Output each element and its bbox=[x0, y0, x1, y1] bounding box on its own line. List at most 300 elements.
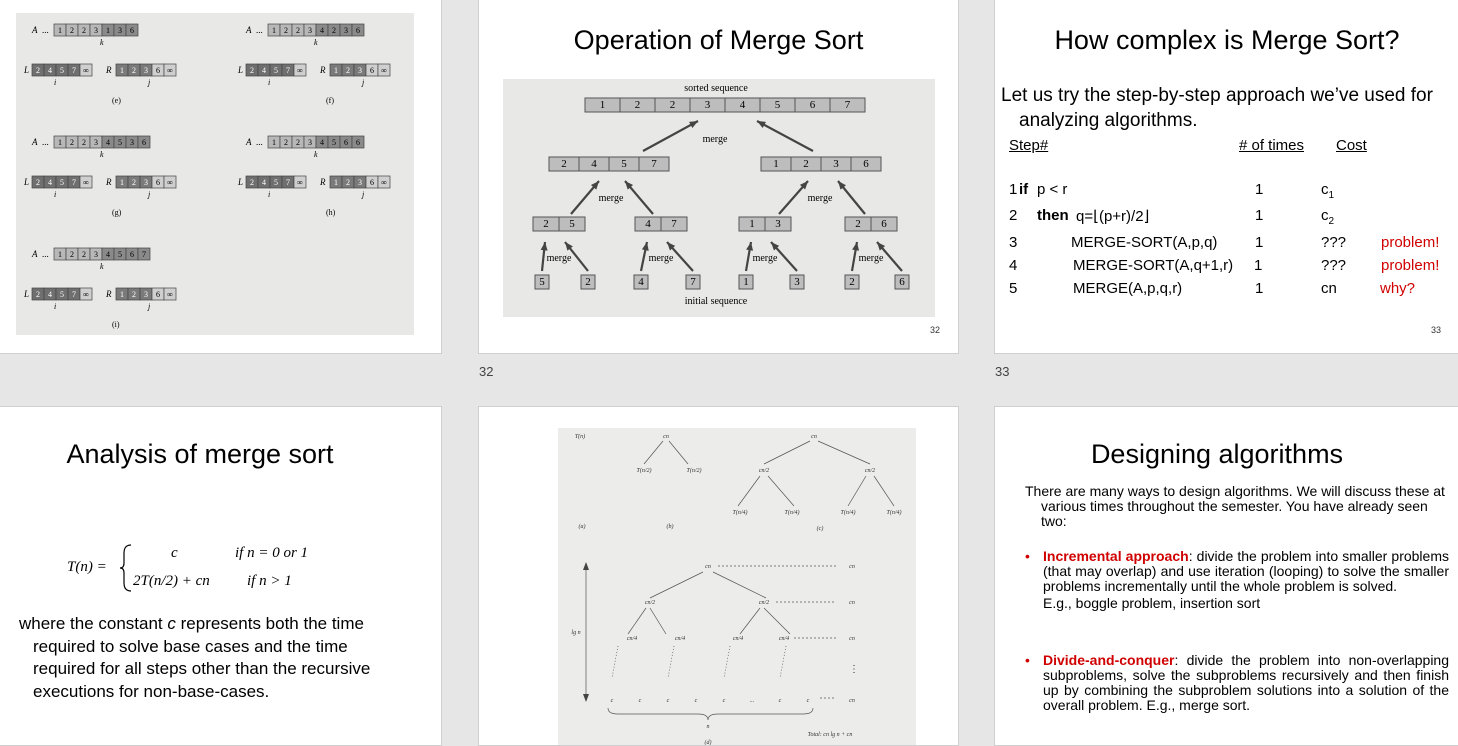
code-text: p < r bbox=[1037, 181, 1068, 198]
merge-step-frame bbox=[23, 248, 176, 329]
right-value: ∞ bbox=[167, 290, 173, 299]
i-label: i bbox=[54, 302, 57, 311]
slide-title: How complex is Merge Sort? bbox=[1054, 25, 1400, 55]
array-value: 1 bbox=[58, 26, 62, 35]
code-keyword: then bbox=[1037, 207, 1069, 224]
ellipsis: ... bbox=[42, 249, 49, 259]
label-initial-sequence: initial sequence bbox=[684, 296, 748, 307]
step-number: 4 bbox=[1009, 257, 1018, 274]
leaf-label: c bbox=[610, 698, 614, 704]
array-label: L bbox=[24, 177, 30, 187]
sub-figure-label: (h) bbox=[326, 208, 336, 217]
left-value: 2 bbox=[36, 178, 40, 187]
cell-value: 2 bbox=[803, 158, 809, 170]
times-value: 1 bbox=[1255, 181, 1264, 198]
arrow-head bbox=[583, 694, 589, 702]
left-value: 5 bbox=[60, 66, 64, 75]
lg-n-label: lg n bbox=[571, 630, 581, 636]
ellipsis: ... bbox=[256, 25, 263, 35]
tree-edge bbox=[650, 572, 703, 598]
complexity-rows bbox=[1009, 159, 1458, 297]
tree-edge bbox=[713, 572, 766, 598]
array-value: 1 bbox=[272, 138, 276, 147]
tree-edge bbox=[644, 441, 663, 464]
i-label: i bbox=[54, 78, 57, 87]
code-text: q=⌊(p+r)/2⌋ bbox=[1076, 208, 1150, 225]
cell-value: 2 bbox=[849, 276, 855, 288]
slide-title: Analysis of merge sort bbox=[66, 439, 334, 469]
cost-value: $c_2$ bbox=[1321, 207, 1335, 227]
right-value: 1 bbox=[120, 66, 124, 75]
bullet-icon: • bbox=[1025, 652, 1030, 668]
cost-note: problem! bbox=[1381, 234, 1440, 251]
left-value: 5 bbox=[60, 178, 64, 187]
slide-thumbnail-34[interactable] bbox=[0, 406, 442, 746]
merge-step-frame bbox=[23, 136, 176, 217]
left-value: 4 bbox=[48, 178, 52, 187]
cell-value: 5 bbox=[621, 158, 627, 170]
label-merge: merge bbox=[598, 193, 624, 204]
left-value: 2 bbox=[250, 178, 254, 187]
tree-label: cn bbox=[849, 636, 855, 642]
step-number: 2 bbox=[1009, 207, 1018, 224]
cell-value: 5 bbox=[569, 218, 575, 230]
label-merge: merge bbox=[752, 253, 778, 264]
leaf-label: c bbox=[694, 698, 698, 704]
array-label: A bbox=[246, 25, 252, 35]
sub-figure-label: (a) bbox=[578, 524, 586, 530]
cell-value: 4 bbox=[645, 218, 651, 230]
array-value: 2 bbox=[82, 26, 86, 35]
merge-steps-figure bbox=[16, 13, 414, 335]
left-value: ∞ bbox=[297, 66, 303, 75]
k-label: k bbox=[100, 38, 104, 47]
slide-thumbnail-35[interactable] bbox=[478, 406, 959, 746]
right-value: 2 bbox=[132, 66, 136, 75]
cell-value: 2 bbox=[585, 276, 591, 288]
array-value: 2 bbox=[70, 26, 74, 35]
initial-cell bbox=[790, 275, 804, 289]
cell-value: 5 bbox=[539, 276, 545, 288]
array-label: L bbox=[24, 65, 30, 75]
right-value: 6 bbox=[156, 66, 160, 75]
row-level2-left bbox=[549, 157, 669, 171]
cell-value: 1 bbox=[743, 276, 749, 288]
leaf-label: c bbox=[638, 698, 642, 704]
right-value: 3 bbox=[358, 178, 362, 187]
code-text: MERGE-SORT(A,p,q) bbox=[1071, 234, 1218, 251]
left-value: 4 bbox=[262, 66, 266, 75]
tree-label: cn bbox=[849, 698, 855, 704]
bullet-divide-and-conquer: • Divide-and-conquer: divide the problem into non-overlapping subproblems, solve the subproblems recursively and then finish up by combining the subproblem solutions into a solution of the overall problem. E.g., merge sort. bbox=[1025, 652, 1449, 713]
array-label: L bbox=[238, 177, 244, 187]
tree-edge bbox=[738, 476, 760, 506]
tree-label: cn bbox=[849, 600, 855, 606]
array-value: 6 bbox=[344, 138, 348, 147]
sub-figure-label: (f) bbox=[326, 96, 334, 105]
tree-label: cn bbox=[811, 434, 817, 440]
row-level3 bbox=[635, 217, 687, 231]
eq-lhs: T(n) = bbox=[67, 559, 107, 575]
merge-sort-diagram bbox=[503, 79, 935, 317]
right-value: 2 bbox=[346, 66, 350, 75]
tree-edge bbox=[628, 608, 646, 634]
cell-value: 3 bbox=[775, 218, 781, 230]
left-value: ∞ bbox=[83, 290, 89, 299]
initial-cell bbox=[686, 275, 700, 289]
array-value: 5 bbox=[118, 250, 122, 259]
tree-edge bbox=[818, 441, 870, 464]
tree-label: cn/2 bbox=[758, 468, 770, 474]
complexity-table bbox=[1009, 137, 1458, 297]
array-value: 3 bbox=[130, 138, 134, 147]
cell-value: 6 bbox=[809, 99, 816, 111]
merge-arrow bbox=[757, 121, 813, 151]
row-level2-right bbox=[761, 157, 881, 171]
tree-label: T(n/4) bbox=[840, 510, 856, 516]
sub-figure-label: (e) bbox=[112, 96, 121, 105]
tree-edge bbox=[724, 646, 730, 678]
merge-step-frame bbox=[23, 24, 176, 105]
k-label: k bbox=[314, 150, 318, 159]
times-value: 1 bbox=[1254, 257, 1263, 274]
array-value: 2 bbox=[82, 250, 86, 259]
array-label: R bbox=[320, 177, 326, 187]
cost-value: ??? bbox=[1321, 257, 1347, 274]
tree-label: cn bbox=[849, 564, 855, 570]
bullet-icon: • bbox=[1025, 548, 1030, 564]
cell-value: 7 bbox=[671, 218, 677, 230]
leaf-brace bbox=[608, 708, 813, 720]
table-row bbox=[1009, 181, 1458, 203]
i-label: i bbox=[54, 190, 57, 199]
cell-value: 2 bbox=[561, 158, 567, 170]
label-merge: merge bbox=[546, 253, 572, 264]
array-value: 1 bbox=[58, 250, 62, 259]
right-value: 6 bbox=[370, 66, 374, 75]
initial-cell bbox=[895, 275, 909, 289]
initial-cell bbox=[535, 275, 549, 289]
array-value: 2 bbox=[284, 26, 288, 35]
left-value: 4 bbox=[262, 178, 266, 187]
array-value: 1 bbox=[272, 26, 276, 35]
array-value: 5 bbox=[332, 138, 336, 147]
j-label: j bbox=[148, 78, 151, 87]
tree-label: cn/4 bbox=[732, 636, 744, 642]
intro-text: Let us try the step-by-step approach we’ve used for analyzing algorithms. bbox=[1001, 85, 1433, 131]
merge-step-frame bbox=[237, 136, 390, 217]
tree-edge bbox=[650, 608, 666, 634]
right-value: ∞ bbox=[167, 66, 173, 75]
j-label: j bbox=[362, 78, 365, 87]
array-value: 3 bbox=[94, 26, 98, 35]
tree-label: cn/4 bbox=[674, 636, 686, 642]
k-label: k bbox=[100, 150, 104, 159]
label-merge: merge bbox=[807, 193, 833, 204]
tree-edge bbox=[780, 646, 786, 678]
table-row bbox=[1009, 280, 1458, 302]
k-label: k bbox=[100, 262, 104, 271]
row-level3 bbox=[845, 217, 897, 231]
times-value: 1 bbox=[1255, 280, 1264, 297]
array-label: A bbox=[32, 249, 38, 259]
initial-cell bbox=[581, 275, 595, 289]
right-value: ∞ bbox=[167, 178, 173, 187]
merge-sort-figure bbox=[503, 79, 935, 317]
times-value: 1 bbox=[1255, 207, 1264, 224]
step-number: 1 bbox=[1009, 181, 1018, 198]
eq-case1: c bbox=[171, 545, 178, 561]
tree-label: T(n/4) bbox=[784, 510, 800, 516]
right-value: 6 bbox=[156, 178, 160, 187]
cost-note: why? bbox=[1380, 280, 1416, 297]
analysis-description: where the constant c represents both the time required to solve base cases and the time required for all steps other than the recursive executions for non-base-cases. bbox=[19, 614, 371, 701]
ellipsis: ... bbox=[42, 25, 49, 35]
tree-edge bbox=[764, 441, 810, 464]
eq-cond2: if n > 1 bbox=[247, 573, 292, 589]
merge-step-frame bbox=[237, 24, 390, 105]
total-label: Total: cn lg n + cn bbox=[807, 732, 853, 738]
left-value: 5 bbox=[60, 290, 64, 299]
row-level3 bbox=[533, 217, 585, 231]
right-value: 1 bbox=[334, 178, 338, 187]
recursion-tree-figure bbox=[558, 428, 916, 746]
array-value: 2 bbox=[332, 26, 336, 35]
array-value: 6 bbox=[130, 26, 134, 35]
sub-figure-label: (i) bbox=[112, 320, 120, 329]
leaf-label: c bbox=[666, 698, 670, 704]
array-value: 3 bbox=[94, 250, 98, 259]
ellipsis: ... bbox=[42, 137, 49, 147]
array-label: A bbox=[32, 137, 38, 147]
left-value: 2 bbox=[36, 290, 40, 299]
right-value: 3 bbox=[144, 66, 148, 75]
tree-label: T(n/2) bbox=[636, 468, 652, 474]
array-value: 1 bbox=[106, 26, 110, 35]
array-value: 4 bbox=[106, 138, 110, 147]
label-merge: merge bbox=[858, 253, 884, 264]
slide-thumbnail-32[interactable] bbox=[478, 0, 959, 354]
right-value: 1 bbox=[334, 66, 338, 75]
initial-cell bbox=[739, 275, 753, 289]
tree-label: cn/4 bbox=[626, 636, 638, 642]
left-value: ∞ bbox=[83, 178, 89, 187]
j-label: j bbox=[362, 190, 365, 199]
ellipsis: ... bbox=[256, 137, 263, 147]
right-value: 3 bbox=[144, 290, 148, 299]
array-value: 5 bbox=[118, 138, 122, 147]
cell-value: 7 bbox=[844, 99, 851, 111]
recursion-tree-diagram bbox=[558, 428, 916, 746]
arrow-head bbox=[852, 242, 859, 251]
array-label: A bbox=[32, 25, 38, 35]
eq-case2: 2T(n/2) + cn bbox=[133, 573, 210, 589]
cell-value: 1 bbox=[749, 218, 755, 230]
k-label: k bbox=[314, 38, 318, 47]
cost-value: cn bbox=[1321, 280, 1337, 297]
brace-icon bbox=[119, 543, 133, 593]
label-merge: merge bbox=[702, 134, 728, 145]
cell-value: 2 bbox=[669, 99, 676, 111]
sub-figure-label: (b) bbox=[666, 524, 674, 530]
cell-value: 4 bbox=[591, 158, 597, 170]
array-value: 3 bbox=[118, 26, 122, 35]
array-label: L bbox=[24, 289, 30, 299]
right-value: 3 bbox=[358, 66, 362, 75]
array-value: 7 bbox=[142, 250, 146, 259]
array-value: 6 bbox=[356, 26, 360, 35]
array-label: R bbox=[106, 177, 112, 187]
times-value: 1 bbox=[1255, 234, 1264, 251]
right-value: ∞ bbox=[381, 66, 387, 75]
array-value: 3 bbox=[308, 138, 312, 147]
cell-value: 2 bbox=[855, 218, 861, 230]
tree-edge bbox=[669, 441, 688, 464]
i-label: i bbox=[268, 190, 271, 199]
tree-label: cn/2 bbox=[644, 600, 656, 606]
intro-text: There are many ways to design algorithms. We will discuss these at various times throughout the semester. You have already seen two: bbox=[1025, 483, 1445, 529]
right-value: 1 bbox=[120, 178, 124, 187]
cell-value: 4 bbox=[638, 276, 644, 288]
table-row bbox=[1009, 257, 1458, 279]
cell-value: 3 bbox=[833, 158, 839, 170]
cost-value: $c_1$ bbox=[1321, 181, 1335, 201]
array-label: L bbox=[238, 65, 244, 75]
array-value: 4 bbox=[320, 26, 324, 35]
array-value: 2 bbox=[82, 138, 86, 147]
right-value: 2 bbox=[132, 290, 136, 299]
array-value: 6 bbox=[142, 138, 146, 147]
slide-thumbnail-33[interactable] bbox=[994, 0, 1458, 354]
array-value: 6 bbox=[130, 250, 134, 259]
left-value: 7 bbox=[72, 66, 76, 75]
slide-title: Designing algorithms bbox=[1090, 439, 1344, 469]
tree-label: cn/4 bbox=[778, 636, 790, 642]
array-value: 2 bbox=[70, 138, 74, 147]
array-label: A bbox=[246, 137, 252, 147]
right-value: 3 bbox=[144, 178, 148, 187]
left-value: ∞ bbox=[83, 66, 89, 75]
slide-thumbnail-36[interactable] bbox=[994, 406, 1458, 746]
tree-label: cn bbox=[705, 564, 711, 570]
cell-value: 2 bbox=[634, 99, 641, 111]
array-value: 1 bbox=[58, 138, 62, 147]
array-label: R bbox=[106, 289, 112, 299]
arrow-head bbox=[583, 562, 589, 570]
code-text: MERGE-SORT(A,q+1,r) bbox=[1073, 257, 1234, 274]
cell-value: 7 bbox=[690, 276, 696, 288]
i-label: i bbox=[268, 78, 271, 87]
array-value: 2 bbox=[296, 138, 300, 147]
table-row bbox=[1009, 234, 1458, 256]
step-number: 5 bbox=[1009, 280, 1018, 297]
cell-value: 1 bbox=[599, 99, 606, 111]
vertical-dots: ⋮ bbox=[849, 664, 859, 675]
left-value: 5 bbox=[274, 178, 278, 187]
initial-cell bbox=[634, 275, 648, 289]
array-label: R bbox=[320, 65, 326, 75]
array-value: 2 bbox=[296, 26, 300, 35]
tree-edge bbox=[668, 646, 674, 678]
n-label: n bbox=[706, 724, 710, 730]
right-value: 2 bbox=[132, 178, 136, 187]
cell-value: 6 bbox=[881, 218, 887, 230]
tree-edge bbox=[764, 608, 790, 634]
right-value: 1 bbox=[120, 290, 124, 299]
slide-title: Operation of Merge Sort bbox=[573, 25, 864, 55]
slide-number-32: 32 bbox=[479, 364, 494, 379]
code-text: MERGE(A,p,q,r) bbox=[1073, 280, 1183, 297]
array-value: 2 bbox=[70, 250, 74, 259]
tree-edge bbox=[848, 476, 866, 506]
initial-cell bbox=[845, 275, 859, 289]
eq-cond1: if n = 0 or 1 bbox=[235, 545, 309, 561]
left-value: 4 bbox=[48, 290, 52, 299]
page-number: 32 bbox=[929, 325, 940, 335]
table-row bbox=[1009, 207, 1458, 229]
header-cost: Cost bbox=[1336, 137, 1367, 154]
tree-label: cn/2 bbox=[758, 600, 770, 606]
array-value: 6 bbox=[356, 138, 360, 147]
left-value: 7 bbox=[286, 66, 290, 75]
tree-label: T(n/2) bbox=[686, 468, 702, 474]
cell-value: 3 bbox=[794, 276, 800, 288]
code-keyword: if bbox=[1019, 181, 1029, 198]
sub-figure-label: (d) bbox=[704, 740, 712, 746]
label-merge: merge bbox=[648, 253, 674, 264]
right-value: 6 bbox=[370, 178, 374, 187]
right-value: 2 bbox=[346, 178, 350, 187]
merge-steps-svg bbox=[16, 13, 414, 335]
bullet-incremental: • Incremental approach: divide the problem into smaller problems (that may overlap) and use iteration (looping) to solve the smaller problems incrementally until the whole problem is solved. E.g., boggle problem, insertion sort bbox=[1025, 548, 1449, 611]
page-number: 33 bbox=[1430, 325, 1441, 335]
sub-figure-label: (g) bbox=[112, 208, 122, 217]
array-value: 2 bbox=[284, 138, 288, 147]
array-value: 3 bbox=[308, 26, 312, 35]
array-label: R bbox=[106, 65, 112, 75]
j-label: j bbox=[148, 190, 151, 199]
tree-label: cn bbox=[663, 434, 669, 440]
j-label: j bbox=[148, 302, 151, 311]
row-level3 bbox=[739, 217, 791, 231]
left-value: 7 bbox=[72, 290, 76, 299]
tree-edge bbox=[768, 476, 794, 506]
cost-value: ??? bbox=[1321, 234, 1347, 251]
slide-thumbnail-31[interactable] bbox=[0, 0, 442, 354]
tree-edge bbox=[874, 476, 894, 506]
left-value: 5 bbox=[274, 66, 278, 75]
arrow-head bbox=[746, 242, 753, 251]
tree-label: T(n/4) bbox=[732, 510, 748, 516]
array-value: 4 bbox=[320, 138, 324, 147]
cell-value: 5 bbox=[774, 99, 781, 111]
sub-figure-label: (c) bbox=[816, 526, 824, 532]
array-value: 3 bbox=[94, 138, 98, 147]
leaf-label: c bbox=[806, 698, 810, 704]
merge-arrow bbox=[643, 121, 698, 151]
cell-value: 1 bbox=[773, 158, 779, 170]
left-value: 4 bbox=[48, 66, 52, 75]
header-times: # of times bbox=[1239, 137, 1305, 154]
cell-value: 7 bbox=[651, 158, 657, 170]
array-value: 4 bbox=[106, 250, 110, 259]
cell-value: 4 bbox=[739, 99, 746, 111]
left-value: 7 bbox=[72, 178, 76, 187]
array-value: 3 bbox=[344, 26, 348, 35]
left-value: ∞ bbox=[297, 178, 303, 187]
cell-value: 6 bbox=[899, 276, 905, 288]
left-value: 7 bbox=[286, 178, 290, 187]
